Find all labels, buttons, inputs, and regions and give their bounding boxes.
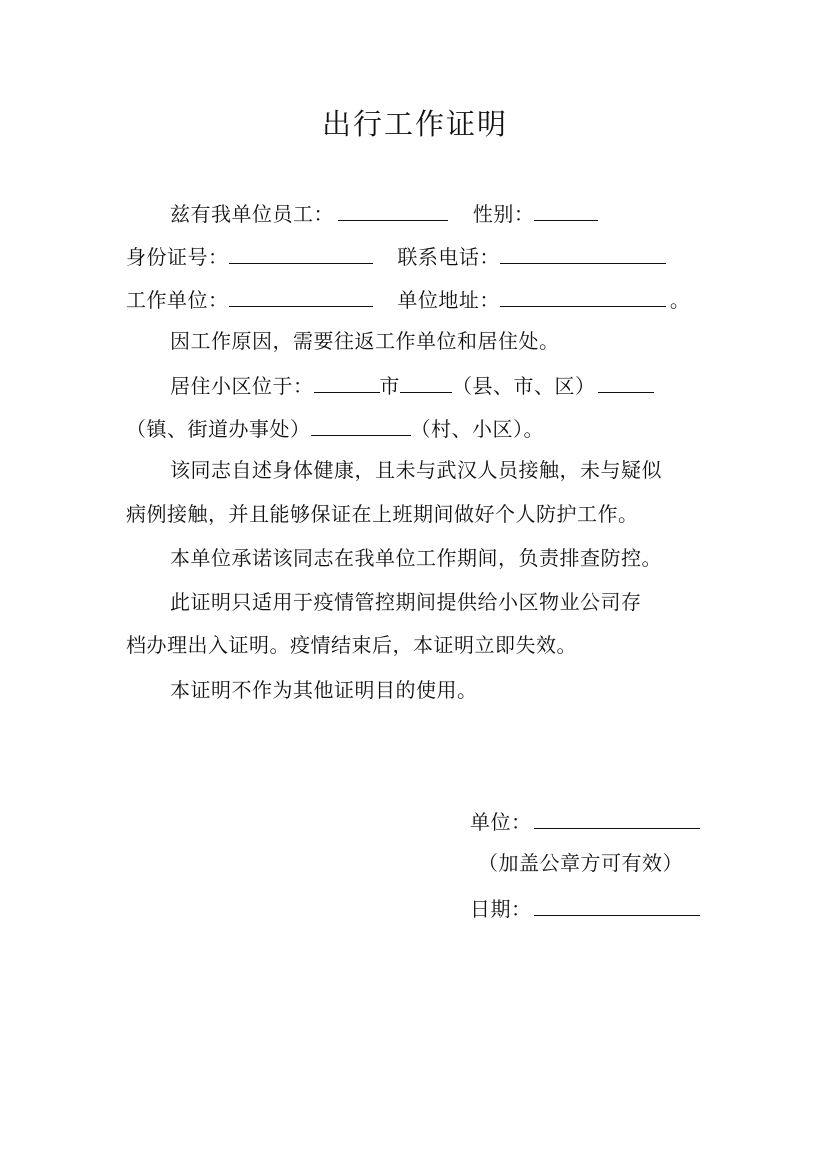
residence-town-label: （镇、街道办事处）: [126, 417, 311, 441]
health-line-2: 病例接触，并且能够保证在上班期间做好个人防护工作。: [126, 502, 639, 526]
signature-date-blank[interactable]: [534, 893, 700, 916]
phone-blank[interactable]: [500, 241, 666, 264]
seal-note: （加盖公章方可有效）: [478, 851, 683, 875]
residence-county-blank[interactable]: [400, 370, 452, 393]
phone-label: 联系电话：: [397, 245, 500, 269]
signature-unit-label: 单位：: [470, 810, 532, 834]
signature-date-line: [470, 893, 704, 923]
residence-county-label: （县、市、区）: [452, 374, 596, 398]
unit-address-label: 单位地址：: [397, 288, 500, 312]
employee-line: [170, 198, 602, 228]
validity-line-1: 此证明只适用于疫情管控期间提供给小区物业公司存: [170, 590, 642, 614]
residence-line-1: [170, 370, 654, 400]
id-label: 身份证号：: [126, 245, 229, 269]
residence-prefix: 居住小区位于：: [170, 374, 314, 398]
work-unit-label: 工作单位：: [126, 288, 229, 312]
gender-label: 性别：: [472, 202, 535, 226]
residence-city-blank[interactable]: [314, 370, 380, 393]
residence-village-blank[interactable]: [311, 413, 411, 436]
id-phone-line: [126, 241, 670, 271]
commitment-paragraph: 本单位承诺该同志在我单位工作期间，负责排查防控。: [170, 546, 662, 570]
signature-unit-line: [470, 806, 704, 836]
residence-town-blank[interactable]: [598, 370, 654, 393]
employee-name-blank[interactable]: [338, 198, 448, 221]
residence-line-2: [126, 413, 544, 443]
reason-paragraph: 因工作原因，需要往返工作单位和居住处。: [170, 329, 560, 353]
residence-village-label: （村、小区）。: [410, 417, 544, 441]
signature-date-label: 日期：: [470, 897, 532, 921]
address-period: 。: [669, 288, 691, 312]
unit-address-blank[interactable]: [500, 284, 666, 307]
gender-blank[interactable]: [534, 198, 598, 221]
work-unit-line: [126, 284, 690, 314]
id-number-blank[interactable]: [229, 241, 373, 264]
residence-city-label: 市: [379, 374, 400, 398]
signature-unit-blank[interactable]: [534, 806, 700, 829]
work-unit-blank[interactable]: [229, 284, 373, 307]
employee-label: 兹有我单位员工：: [170, 202, 334, 226]
purpose-paragraph: 本证明不作为其他证明目的使用。: [170, 678, 478, 702]
validity-line-2: 档办理出入证明。疫情结束后，本证明立即失效。: [126, 633, 577, 657]
health-line-1: 该同志自述身体健康，且未与武汉人员接触，未与疑似: [170, 458, 662, 482]
page-title: 出行工作证明: [321, 107, 508, 141]
